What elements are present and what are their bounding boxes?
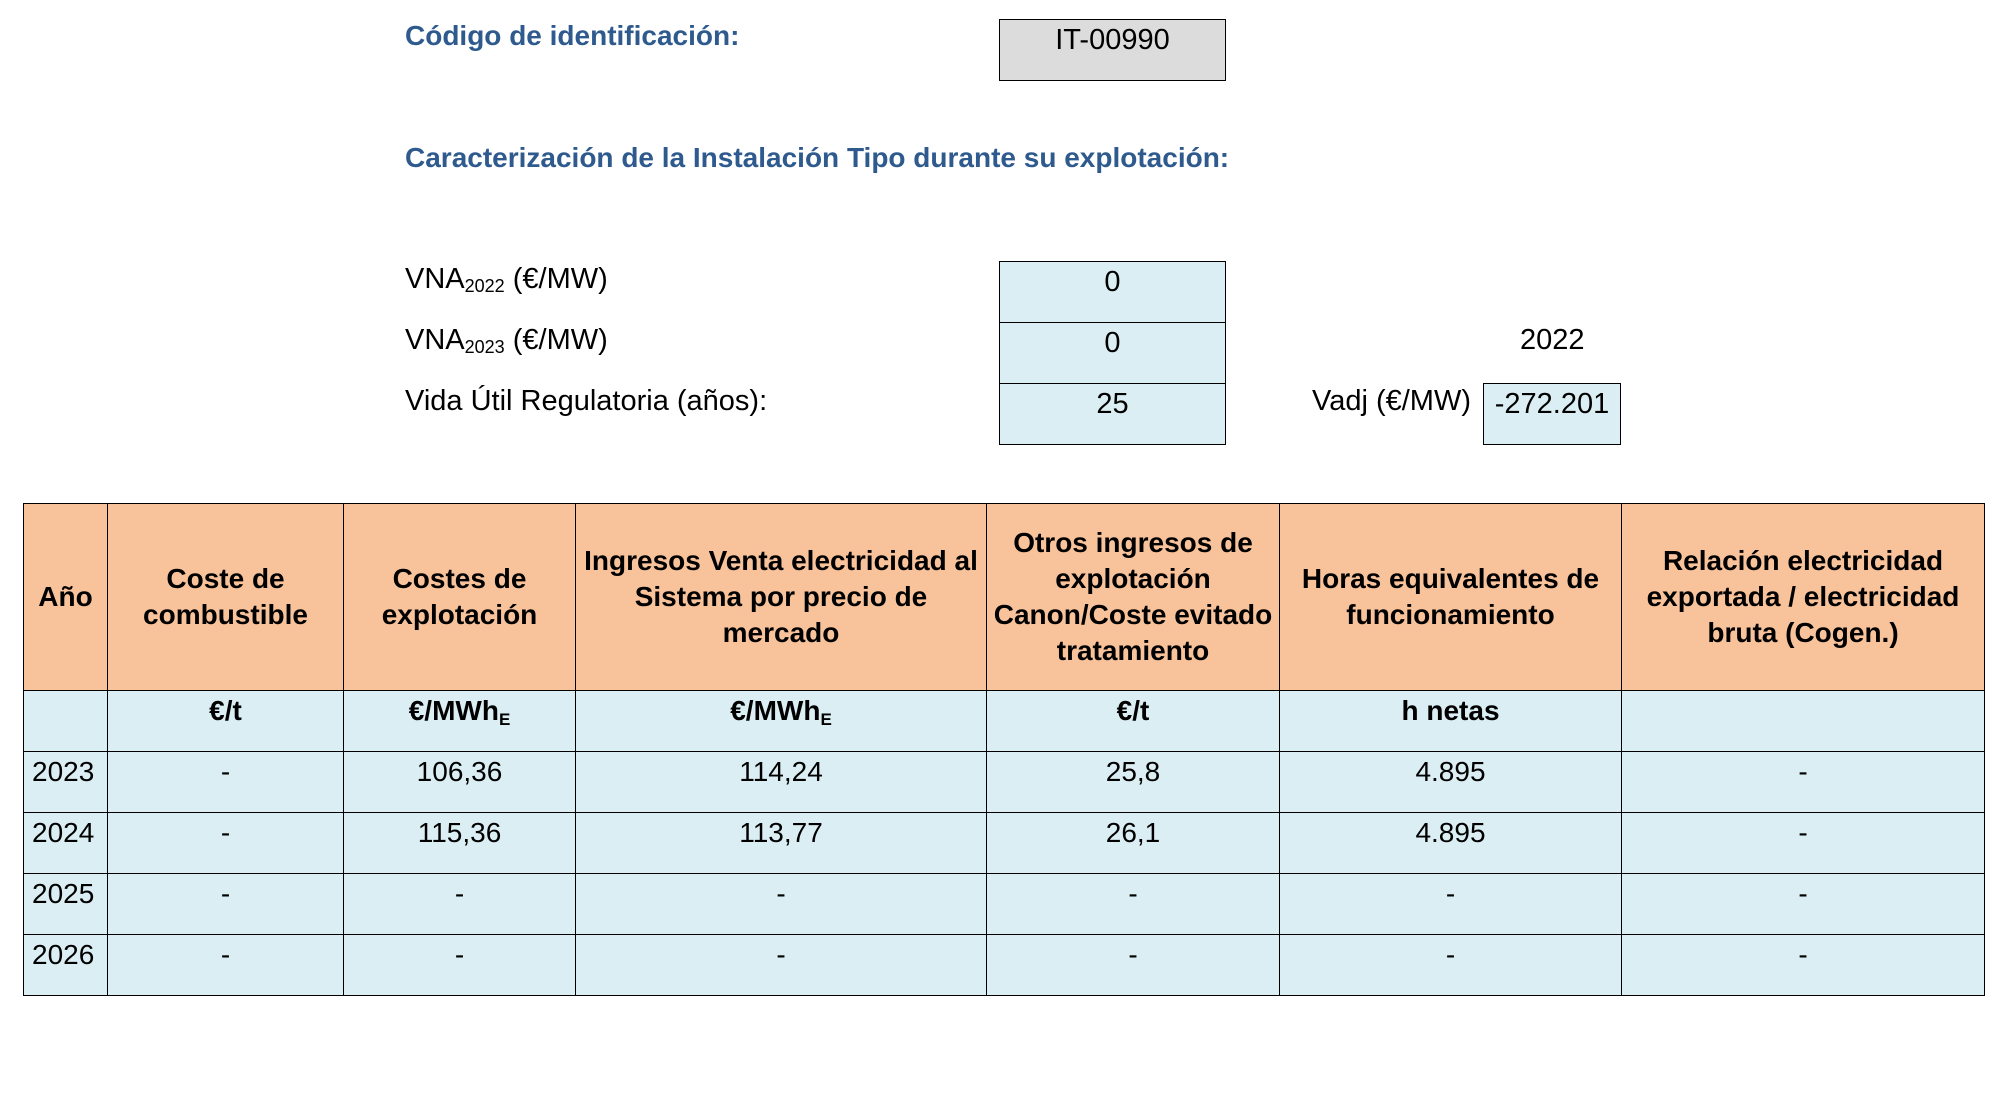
units-row <box>24 691 1985 752</box>
table-row <box>24 935 1985 996</box>
table-cell: 114,24 <box>576 752 987 813</box>
vna2022-value-box <box>999 261 1226 323</box>
section-title: Caracterización de la Instalación Tipo durante su explotación: <box>405 142 1230 173</box>
vida-util-value-box <box>999 383 1226 445</box>
header-electricity-ratio: Relación electricidad exportada / electricidad bruta (Cogen.) <box>1622 504 1985 691</box>
id-value: IT-00990 <box>1055 24 1170 56</box>
table-cell: - <box>108 874 344 935</box>
vna2023-label: $VNA_{2023}$ (€/MW) <box>405 324 608 357</box>
table-cell: - <box>576 935 987 996</box>
vna2022-value: 0 <box>1104 266 1121 298</box>
table-cell: - <box>1622 813 1985 874</box>
table-cell: 25,8 <box>987 752 1280 813</box>
id-value-box <box>999 19 1226 81</box>
table-row <box>24 874 1985 935</box>
table-cell: 2024 <box>24 813 108 874</box>
table-cell: - <box>1622 935 1985 996</box>
table-cell: - <box>1622 874 1985 935</box>
header-market-income: Ingresos Venta electricidad al Sistema por precio de mercado <box>576 504 987 691</box>
table-cell: - <box>987 935 1280 996</box>
unit-cell: €/t <box>987 691 1280 752</box>
id-label: Código de identificación: <box>405 20 740 51</box>
header-year: Año <box>24 504 108 691</box>
header-row <box>24 504 1985 691</box>
vna2023-value: 0 <box>1104 327 1121 359</box>
unit-cell: h netas <box>1280 691 1622 752</box>
table-cell: 4.895 <box>1280 752 1622 813</box>
vida-util-label: Vida Útil Regulatoria (años): <box>405 385 768 417</box>
table-cell: - <box>344 874 576 935</box>
unit-cell: €/t <box>108 691 344 752</box>
vadj-label: Vadj (€/MW) <box>1312 385 1471 417</box>
header-equivalent-hours: Horas equivalentes de funcionamiento <box>1280 504 1622 691</box>
table-cell: - <box>344 935 576 996</box>
table-cell: - <box>108 752 344 813</box>
table-row <box>24 752 1985 813</box>
vadj-year: 2022 <box>1520 324 1585 356</box>
unit-cell: €/MWh$_E$ <box>576 691 987 752</box>
unit-cell <box>24 691 108 752</box>
table-cell: 26,1 <box>987 813 1280 874</box>
table-cell: 106,36 <box>344 752 576 813</box>
table-cell: 2025 <box>24 874 108 935</box>
vna2022-label: $VNA_{2022}$ (€/MW) <box>405 263 608 296</box>
table-cell: - <box>1622 752 1985 813</box>
vadj-value-box <box>1483 383 1621 445</box>
operation-table <box>23 503 1985 996</box>
vadj-value: -272.201 <box>1494 388 1610 420</box>
header-other-income: Otros ingresos de explotación Canon/Coste evitado tratamiento <box>987 504 1280 691</box>
table-cell: 4.895 <box>1280 813 1622 874</box>
table-cell: - <box>576 874 987 935</box>
table-cell: 2026 <box>24 935 108 996</box>
unit-cell <box>1622 691 1985 752</box>
header-operating-cost: Costes de explotación <box>344 504 576 691</box>
table-cell: 115,36 <box>344 813 576 874</box>
table-cell: - <box>1280 874 1622 935</box>
table-cell: - <box>108 935 344 996</box>
vna2023-value-box <box>999 322 1226 384</box>
table-cell: - <box>108 813 344 874</box>
header-fuel-cost: Coste de combustible <box>108 504 344 691</box>
table-cell: - <box>1280 935 1622 996</box>
table-cell: - <box>987 874 1280 935</box>
vida-util-value: 25 <box>1096 388 1129 420</box>
table-row <box>24 813 1985 874</box>
table-cell: 113,77 <box>576 813 987 874</box>
table-cell: 2023 <box>24 752 108 813</box>
unit-cell: €/MWh$_E$ <box>344 691 576 752</box>
